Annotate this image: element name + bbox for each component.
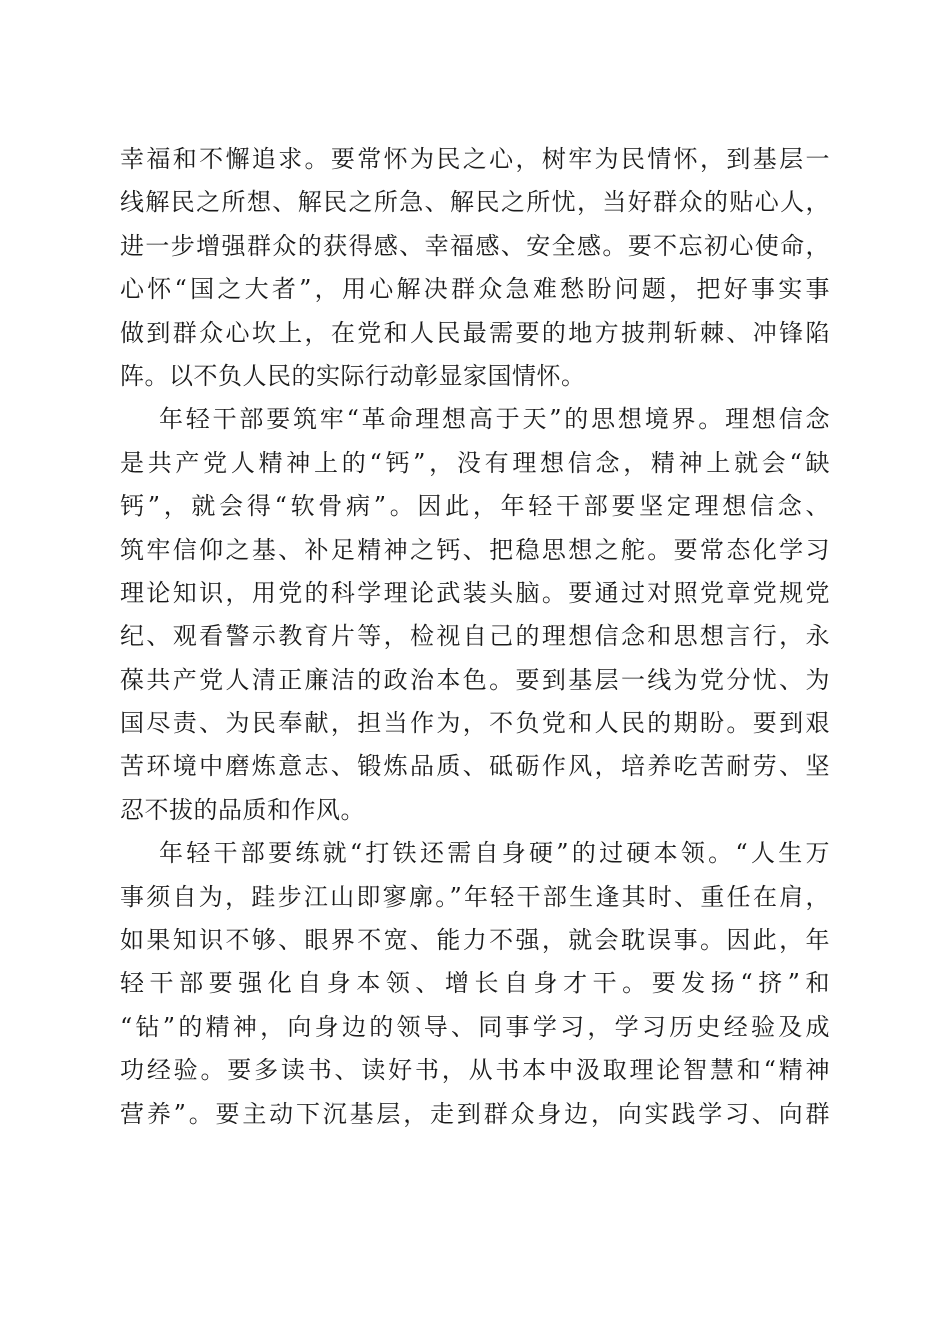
paragraph: [120, 832, 830, 1136]
text-line: 做到群众心坎上，在党和人民最需要的地方披荆斩棘、冲锋陷: [120, 318, 830, 347]
text-line: 线解民之所想、解民之所急、解民之所忧，当好群众的贴心人，: [120, 188, 830, 217]
paragraph: [120, 398, 830, 832]
text-line: 葆共产党人清正廉洁的政治本色。要到基层一线为党分忧、为: [120, 665, 830, 694]
text-line: 幸福和不懈追求。要常怀为民之心，树牢为民情怀，到基层一: [120, 145, 830, 173]
text-line: 理论知识，用党的科学理论武装头脑。要通过对照党章党规党: [120, 578, 830, 607]
text-line: 事须自为，跬步江山即寥廓。”年轻干部生逢其时、重任在肩，: [120, 882, 830, 911]
text-line: 如果知识不够、眼界不宽、能力不强，就会耽误事。因此，年: [120, 926, 830, 955]
text-line: “钻”的精神，向身边的领导、同事学习，学习历史经验及成: [120, 1012, 830, 1041]
text-line: 年轻干部要筑牢“革命理想高于天”的思想境界。理想信念: [159, 405, 830, 434]
text-line: 钙”，就会得“软骨病”。因此，年轻干部要坚定理想信念、: [120, 492, 830, 521]
text-line: 纪、观看警示教育片等，检视自己的理想信念和思想言行，永: [120, 622, 830, 651]
text-line: 筑牢信仰之基、补足精神之钙、把稳思想之舵。要常态化学习: [120, 535, 830, 564]
document-page: [120, 138, 830, 1136]
text-line: 功经验。要多读书、读好书，从书本中汲取理论智慧和“精神: [120, 1056, 830, 1085]
text-line: 苦环境中磨炼意志、锻炼品质、砥砺作风，培养吃苦耐劳、坚: [120, 752, 830, 781]
text-line: 国尽责、为民奉献，担当作为，不负党和人民的期盼。要到艰: [120, 709, 830, 738]
paragraph: [120, 138, 830, 398]
text-line: 进一步增强群众的获得感、幸福感、安全感。要不忘初心使命，: [120, 231, 830, 260]
text-line: 轻干部要强化自身本领、增长自身才干。要发扬“挤”和: [120, 969, 830, 998]
text-line: 阵。以不负人民的实际行动彰显家国情怀。: [120, 361, 586, 390]
text-line: 忍不拔的品质和作风。: [120, 795, 365, 824]
text-line: 年轻干部要练就“打铁还需自身硬”的过硬本领。“人生万: [159, 839, 830, 868]
text-line: 营养”。要主动下沉基层，走到群众身边，向实践学习、向群: [120, 1099, 830, 1128]
text-line: 心怀“国之大者”，用心解决群众急难愁盼问题，把好事实事: [120, 275, 830, 304]
text-line: 是共产党人精神上的“钙”，没有理想信念，精神上就会“缺: [120, 448, 830, 477]
